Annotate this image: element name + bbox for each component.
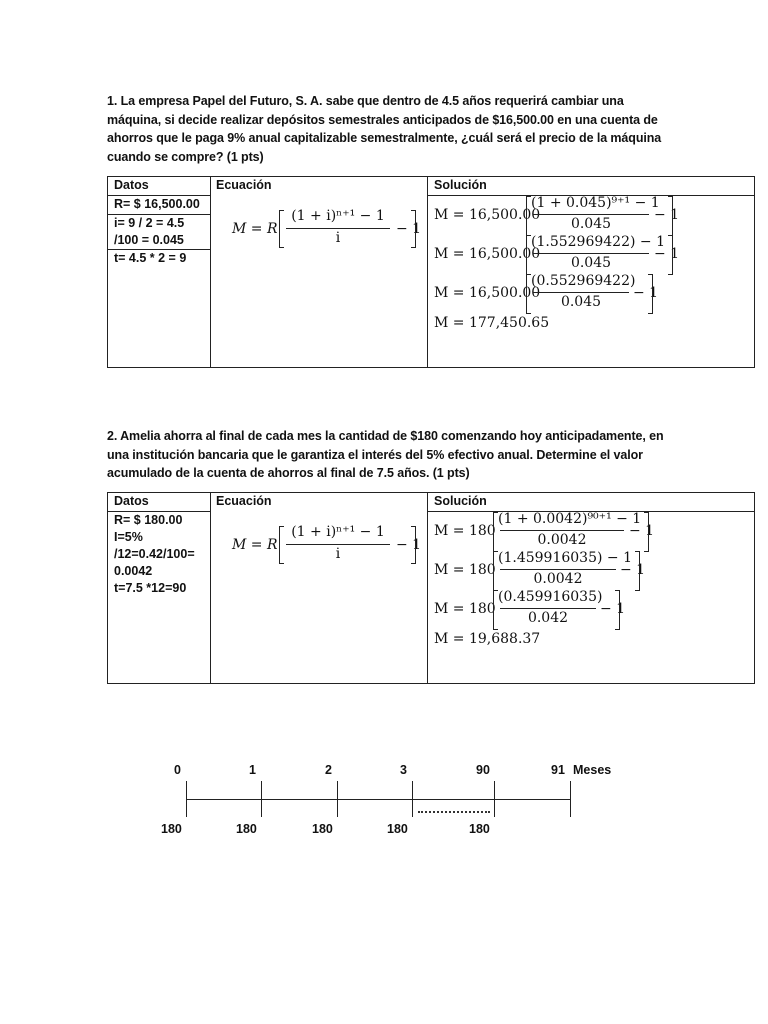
datos-r: R= $ 180.00 <box>114 513 183 527</box>
timeline-tick-1 <box>261 781 262 817</box>
ecuacion-header: Ecuación <box>216 494 272 508</box>
timeline-label-1: 1 <box>249 763 256 777</box>
timeline-label-3: 3 <box>400 763 407 777</box>
timeline-payment-2: 180 <box>312 822 333 836</box>
timeline-tick-3 <box>412 781 413 817</box>
timeline-unit: Meses <box>573 763 612 777</box>
timeline-axis <box>186 799 571 800</box>
timeline-label-2: 2 <box>325 763 332 777</box>
timeline-tick-2 <box>337 781 338 817</box>
datos-i: i= 9 / 2 = 4.5 <box>114 216 185 230</box>
timeline-payment-1: 180 <box>236 822 257 836</box>
datos-header: Datos <box>114 178 149 192</box>
equation-denominator: i <box>335 230 341 246</box>
timeline-ellipsis <box>418 811 490 813</box>
timeline-payment-0: 180 <box>161 822 182 836</box>
timeline-payment-90: 180 <box>469 822 490 836</box>
datos-t: t= 4.5 * 2 = 9 <box>114 251 187 265</box>
timeline-tick-0 <box>186 781 187 817</box>
datos-t: t=7.5 *12=90 <box>114 581 187 595</box>
question-2-text: 2. Amelia ahorra al final de cada mes la cantidad de $180 comenzando hoy anticipadamente, en una institución bancaria que le garantiza el interés del 5% efectivo anual. Determine el valor acumulado de la cuenta de ahorros al final de 7.5 años. (1 pts) <box>107 429 664 480</box>
timeline-label-90: 90 <box>476 763 490 777</box>
equation-tail: − 1 <box>396 221 422 237</box>
datos-r: R= $ 16,500.00 <box>114 197 200 211</box>
equation-denominator: i <box>335 546 341 562</box>
ecuacion-header: Ecuación <box>216 178 272 192</box>
timeline-payment-3: 180 <box>387 822 408 836</box>
question-1-text: 1. La empresa Papel del Futuro, S. A. sabe que dentro de 4.5 años requerirá cambiar una máquina, si decide realizar depósitos semestrales anticipados de $16,500.00 en una cuenta de ahorros que le paga 9% anual capitalizable semestralmente, ¿cuál será el precio de la máquina cuando se compre? (1 pts) <box>107 94 662 164</box>
solucion-header: Solución <box>434 494 487 508</box>
question-1-table: Datos Ecuación Solución R= $ 16,500.00 i= 9 / 2 = 4.5 /100 = 0.045 t= 4.5 * 2 = 9 M = R (1 + i)ⁿ⁺¹ − 1 i − 1 M = 16,500.00 (1 + 0.045)⁹⁺¹ − 1 0.045 − 1 M = 16,500.00 (1.552969422) − 1 0.045 − 1 M = 16,500.00 (0.552969422) 0.045 − 1 M = 177,450.65 <box>107 176 755 368</box>
datos-header: Datos <box>114 494 149 508</box>
question-2-table: Datos Ecuación Solución R= $ 180.00 I=5% /12=0.42/100= 0.0042 t=7.5 *12=90 M = R (1 + i)ⁿ⁺¹ − 1 i − 1 M = 180 (1 + 0.0042)⁹⁰⁺¹ − 1 0.0042 − 1 M = 180 (1.459916035) − 1 0.0042 − 1 M = 180 (0.459916035) 0.042 − 1 M = 19,688.37 <box>107 492 755 684</box>
equation-numerator: (1 + i)ⁿ⁺¹ − 1 <box>291 208 385 224</box>
equation-tail: − 1 <box>396 537 422 553</box>
timeline-tick-91 <box>570 781 571 817</box>
timeline-tick-90 <box>494 781 495 817</box>
datos-i-decimal: 0.0042 <box>114 564 153 578</box>
datos-i-monthly: /12=0.42/100= <box>114 547 195 561</box>
datos-i: I=5% <box>114 530 143 544</box>
solucion-header: Solución <box>434 178 487 192</box>
solution-result: M = 19,688.37 <box>434 631 541 647</box>
equation-numerator: (1 + i)ⁿ⁺¹ − 1 <box>291 524 385 540</box>
solution-result: M = 177,450.65 <box>434 315 550 331</box>
equation-lhs: M = R <box>232 221 278 237</box>
equation-lhs: M = R <box>232 537 278 553</box>
timeline-label-0: 0 <box>174 763 181 777</box>
timeline-label-91: 91 <box>551 763 565 777</box>
datos-i-decimal: /100 = 0.045 <box>114 233 184 247</box>
